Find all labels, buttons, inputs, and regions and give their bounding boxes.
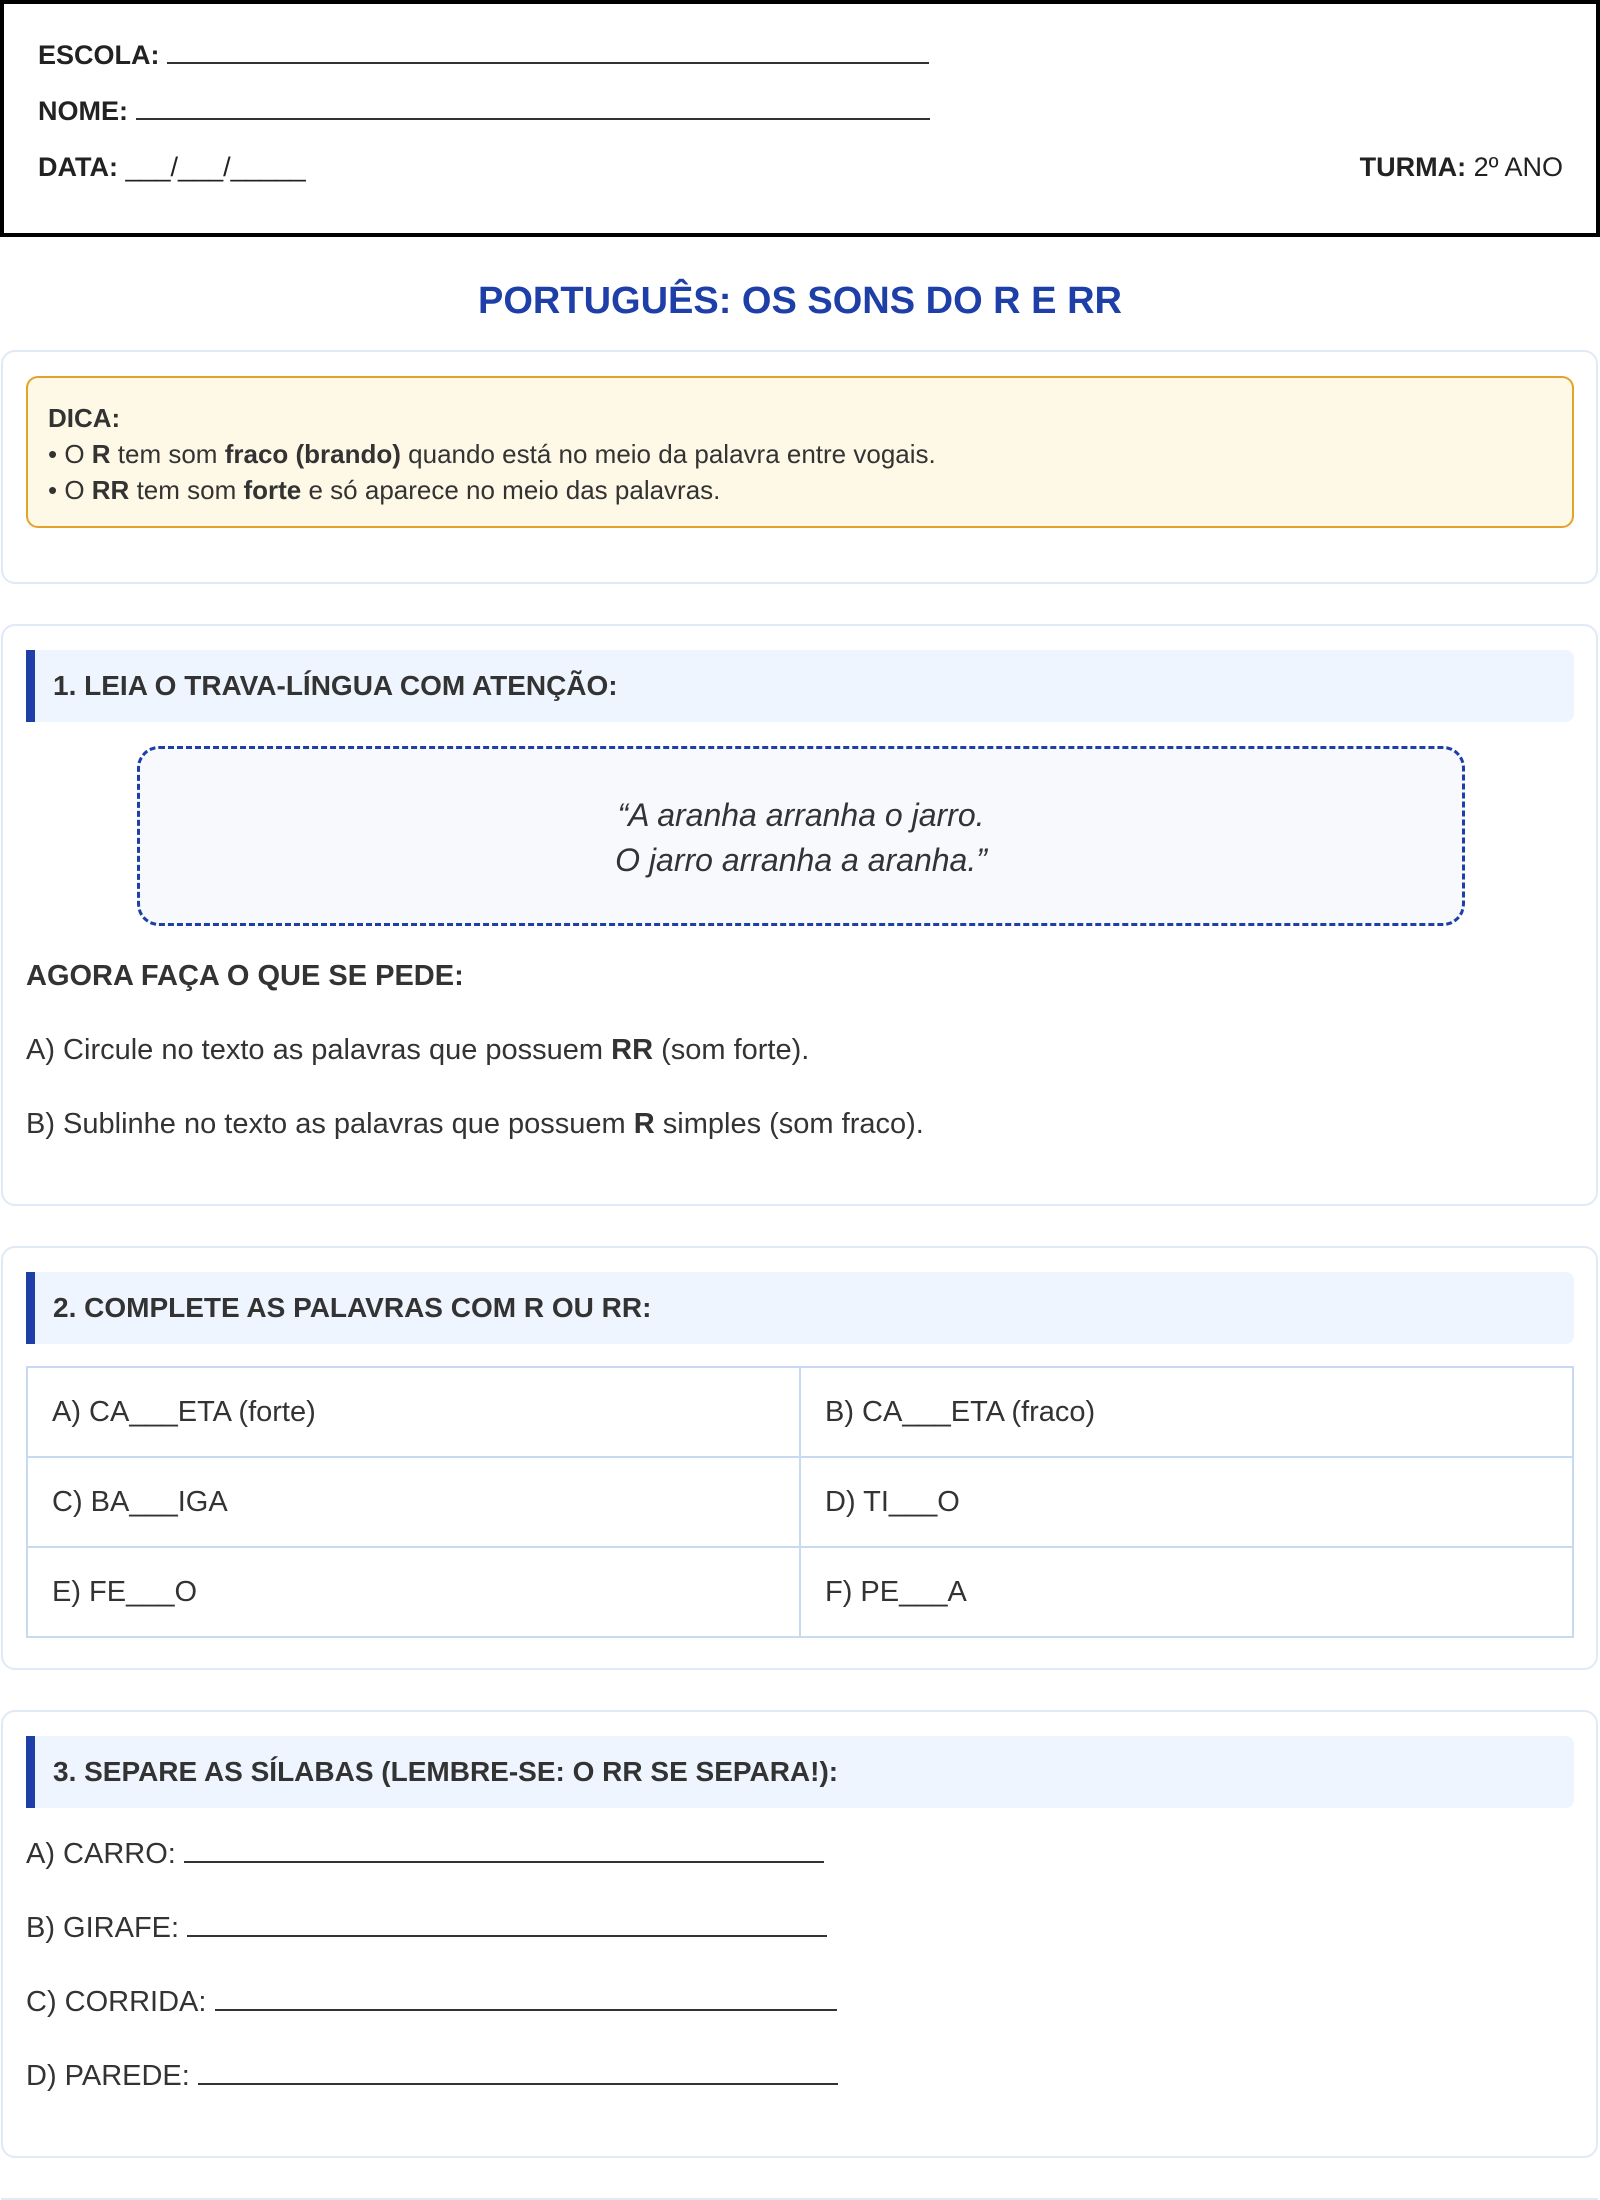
tip-line-2: • O RR tem som forte e só aparece no meio das palavras. bbox=[48, 475, 721, 505]
student-info-header bbox=[0, 0, 1600, 237]
section-2-heading: 2. COMPLETE AS PALAVRAS COM R OU RR: bbox=[26, 1272, 1574, 1344]
data-label: DATA: bbox=[38, 152, 118, 182]
nome-row bbox=[38, 96, 930, 127]
quote-line-1: “A aranha arranha o jarro. bbox=[617, 797, 985, 833]
instructions-title: AGORA FAÇA O QUE SE PEDE: bbox=[26, 960, 464, 992]
turma-value: 2º ANO bbox=[1473, 152, 1563, 182]
escola-label: ESCOLA: bbox=[38, 40, 160, 70]
data-row bbox=[38, 152, 306, 183]
syllable-item: D) PAREDE: bbox=[26, 2060, 838, 2093]
answer-line[interactable] bbox=[184, 1839, 824, 1863]
word-cell[interactable]: C) BA___IGA bbox=[27, 1457, 800, 1547]
instruction-a: A) Circule no texto as palavras que possuem RR (som forte). bbox=[26, 1034, 810, 1066]
word-cell[interactable]: A) CA___ETA (forte) bbox=[27, 1367, 800, 1457]
tongue-twister-box bbox=[137, 746, 1465, 926]
turma bbox=[1360, 152, 1563, 183]
page-title: PORTUGUÊS: OS SONS DO R E RR bbox=[478, 280, 1122, 322]
syllable-item: C) CORRIDA: bbox=[26, 1986, 837, 2019]
escola-field[interactable] bbox=[167, 40, 929, 64]
syllable-item: A) CARRO: bbox=[26, 1838, 824, 1871]
table-row bbox=[27, 1367, 1573, 1457]
word-cell[interactable]: D) TI___O bbox=[800, 1457, 1573, 1547]
data-field[interactable]: ___/___/_____ bbox=[125, 152, 306, 182]
nome-field[interactable] bbox=[136, 96, 930, 120]
quote-line-2: O jarro arranha a aranha.” bbox=[615, 842, 987, 878]
answer-line[interactable] bbox=[187, 1913, 827, 1937]
instruction-b: B) Sublinhe no texto as palavras que possuem R simples (som fraco). bbox=[26, 1108, 924, 1140]
table-row bbox=[27, 1457, 1573, 1547]
escola-row bbox=[38, 40, 929, 71]
tip-line-1: • O R tem som fraco (brando) quando está no meio da palavra entre vogais. bbox=[48, 439, 936, 469]
answer-line[interactable] bbox=[198, 2061, 838, 2085]
complete-words-table bbox=[26, 1366, 1574, 1638]
section-3-heading: 3. SEPARE AS SÍLABAS (LEMBRE-SE: O RR SE SEPARA!): bbox=[26, 1736, 1574, 1808]
word-cell[interactable]: E) FE___O bbox=[27, 1547, 800, 1637]
answer-line[interactable] bbox=[215, 1987, 837, 2011]
nome-label: NOME: bbox=[38, 96, 128, 126]
section-1-heading: 1. LEIA O TRAVA-LÍNGUA COM ATENÇÃO: bbox=[26, 650, 1574, 722]
tip-label: DICA: bbox=[48, 403, 121, 433]
syllable-item: B) GIRAFE: bbox=[26, 1912, 827, 1945]
turma-label: TURMA: bbox=[1359, 152, 1467, 182]
table-row bbox=[27, 1547, 1573, 1637]
tip-box bbox=[26, 376, 1574, 528]
word-cell[interactable]: F) PE___A bbox=[800, 1547, 1573, 1637]
word-cell[interactable]: B) CA___ETA (fraco) bbox=[800, 1367, 1573, 1457]
